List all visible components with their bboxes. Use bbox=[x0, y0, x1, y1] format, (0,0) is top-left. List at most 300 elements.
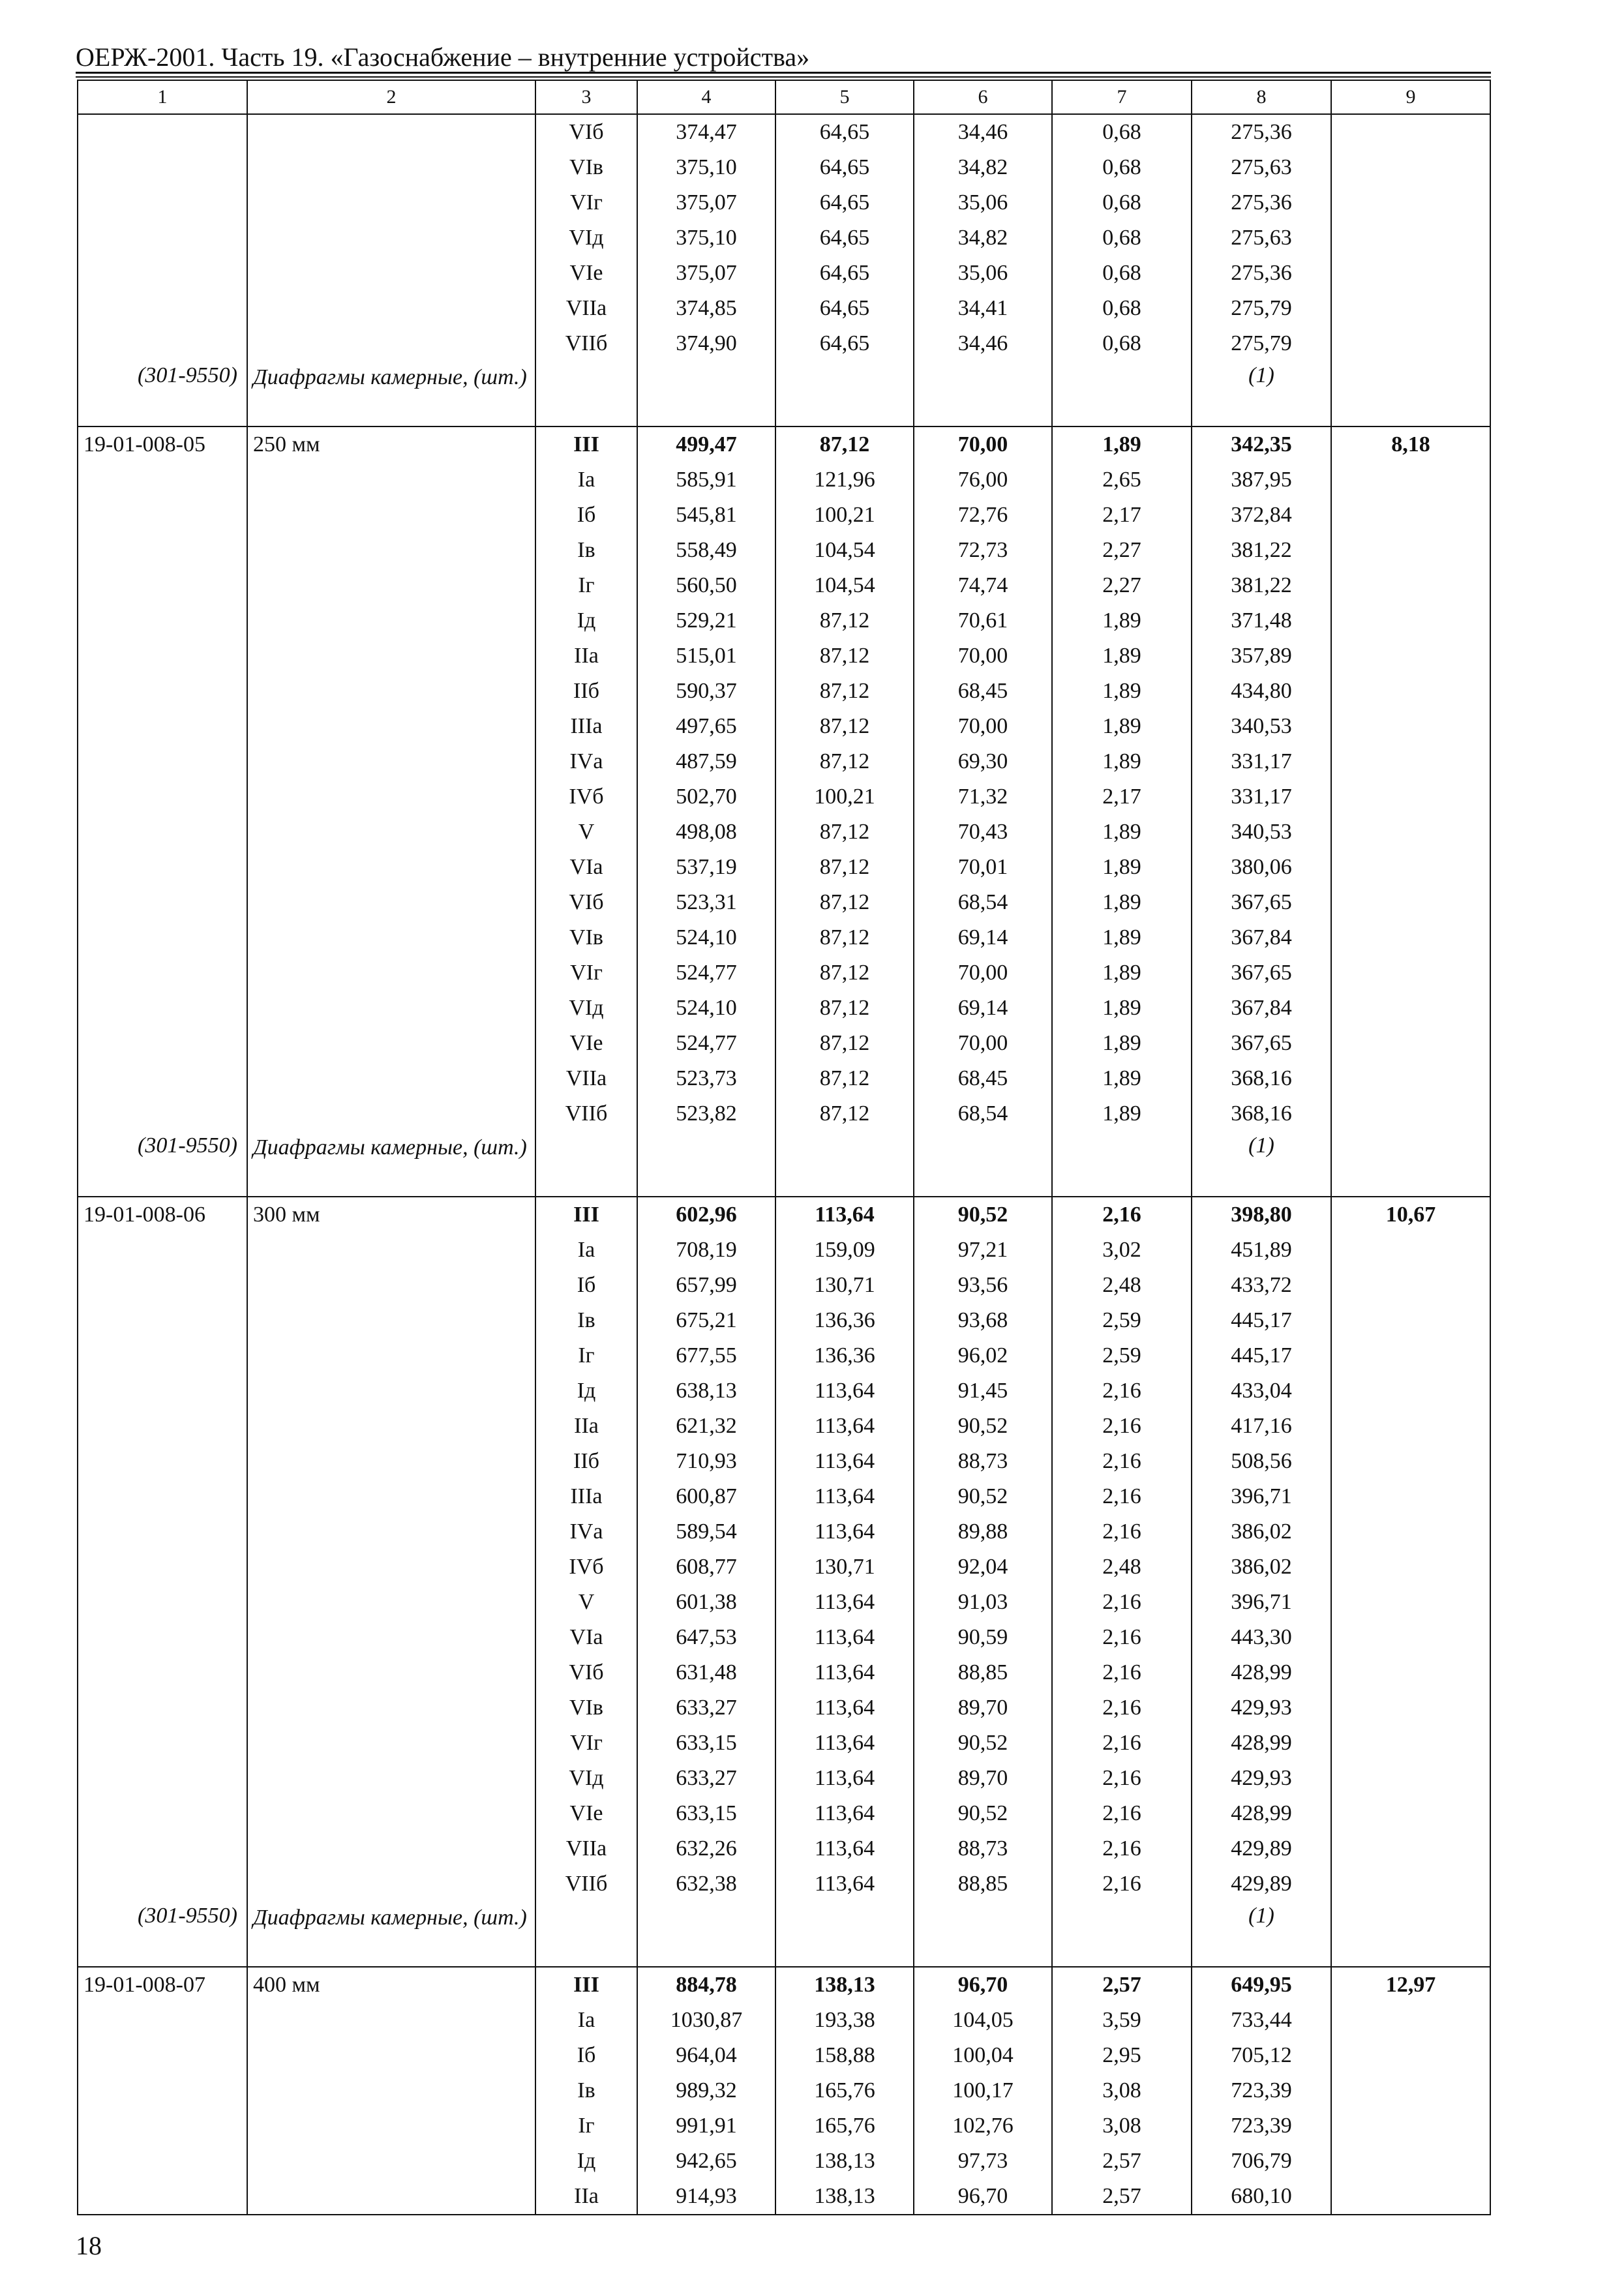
empty-cell bbox=[247, 638, 535, 674]
value-cell: 1,89 bbox=[1052, 850, 1192, 885]
value-cell: 964,04 bbox=[637, 2038, 775, 2073]
value-cell: 374,90 bbox=[637, 326, 775, 361]
value-cell: 70,43 bbox=[914, 815, 1052, 850]
empty-cell bbox=[78, 185, 247, 220]
table-row bbox=[78, 1796, 1490, 1831]
empty-cell bbox=[247, 1514, 535, 1549]
table-row bbox=[78, 1866, 1490, 1902]
resource-code: (301-9550) bbox=[78, 361, 247, 426]
zone-cell: IVа bbox=[535, 1514, 637, 1549]
value-cell: 1030,87 bbox=[637, 2003, 775, 2038]
zone-cell: VIб bbox=[535, 1655, 637, 1690]
value-cell: 498,08 bbox=[637, 815, 775, 850]
table-row bbox=[78, 1620, 1490, 1655]
value-cell: 87,12 bbox=[775, 815, 914, 850]
empty-cell bbox=[1331, 1409, 1490, 1444]
empty-cell bbox=[1331, 991, 1490, 1026]
value-cell: 433,72 bbox=[1192, 1268, 1331, 1303]
table-row bbox=[78, 1726, 1490, 1761]
value-cell: 275,36 bbox=[1192, 114, 1331, 150]
value-cell: 0,68 bbox=[1052, 220, 1192, 256]
value-cell: 113,64 bbox=[775, 1761, 914, 1796]
value-cell: 3,08 bbox=[1052, 2108, 1192, 2144]
value-cell: 497,65 bbox=[637, 709, 775, 744]
value-cell: 601,38 bbox=[637, 1585, 775, 1620]
resource-footer-row bbox=[78, 361, 1490, 426]
empty-cell bbox=[78, 533, 247, 568]
value-cell: 70,00 bbox=[914, 1026, 1052, 1061]
empty-cell bbox=[1331, 185, 1490, 220]
empty-cell bbox=[247, 1096, 535, 1131]
empty-cell bbox=[78, 568, 247, 603]
empty-cell bbox=[535, 1902, 637, 1967]
value-cell: 590,37 bbox=[637, 674, 775, 709]
zone-cell: Iг bbox=[535, 2108, 637, 2144]
empty-cell bbox=[1331, 291, 1490, 326]
empty-cell bbox=[1331, 2073, 1490, 2108]
empty-cell bbox=[78, 920, 247, 955]
empty-cell bbox=[247, 744, 535, 779]
rates-table bbox=[77, 80, 1491, 2215]
empty-cell bbox=[1331, 1338, 1490, 1373]
value-cell: 602,96 bbox=[637, 1197, 775, 1233]
empty-cell bbox=[78, 1026, 247, 1061]
value-cell: 2,16 bbox=[1052, 1514, 1192, 1549]
empty-cell bbox=[637, 1131, 775, 1197]
empty-cell bbox=[1331, 1796, 1490, 1831]
value-cell: 74,74 bbox=[914, 568, 1052, 603]
value-cell: 705,12 bbox=[1192, 2038, 1331, 2073]
empty-cell bbox=[1331, 1726, 1490, 1761]
empty-cell bbox=[247, 850, 535, 885]
zone-cell: VIа bbox=[535, 850, 637, 885]
value-cell: 2,59 bbox=[1052, 1303, 1192, 1338]
value-cell: 429,89 bbox=[1192, 1831, 1331, 1866]
empty-cell bbox=[247, 1338, 535, 1373]
value-cell: 0,68 bbox=[1052, 326, 1192, 361]
value-cell: 2,48 bbox=[1052, 1549, 1192, 1585]
empty-cell bbox=[247, 1620, 535, 1655]
value-cell: 499,47 bbox=[637, 426, 775, 462]
header-rule-thin bbox=[76, 76, 1491, 78]
empty-cell bbox=[1331, 1549, 1490, 1585]
value-cell: 524,77 bbox=[637, 955, 775, 991]
zone-cell: VIIб bbox=[535, 1866, 637, 1902]
zone-cell: Iг bbox=[535, 1338, 637, 1373]
table-row bbox=[78, 291, 1490, 326]
value-cell: 367,84 bbox=[1192, 920, 1331, 955]
value-cell: 91,45 bbox=[914, 1373, 1052, 1409]
value-cell: 87,12 bbox=[775, 850, 914, 885]
empty-cell bbox=[247, 1549, 535, 1585]
document-header-title: ОЕРЖ-2001. Часть 19. «Газоснабжение – внутренние устройства» bbox=[76, 42, 810, 72]
rate-code: 19-01-008-07 bbox=[78, 1967, 247, 2003]
value-cell: 1,89 bbox=[1052, 1061, 1192, 1096]
value-cell: 2,48 bbox=[1052, 1268, 1192, 1303]
zone-cell: Iд bbox=[535, 603, 637, 638]
value-cell: 89,70 bbox=[914, 1761, 1052, 1796]
rate-size-label: 400 мм bbox=[247, 1967, 535, 2003]
zone-cell: III bbox=[535, 1197, 637, 1233]
value-cell: 589,54 bbox=[637, 1514, 775, 1549]
empty-cell bbox=[247, 603, 535, 638]
empty-cell bbox=[1331, 1479, 1490, 1514]
empty-cell bbox=[1331, 709, 1490, 744]
empty-cell bbox=[247, 326, 535, 361]
empty-cell bbox=[78, 1796, 247, 1831]
value-cell: 386,02 bbox=[1192, 1514, 1331, 1549]
value-cell: 428,99 bbox=[1192, 1655, 1331, 1690]
table-row bbox=[78, 744, 1490, 779]
empty-cell bbox=[247, 256, 535, 291]
value-cell: 87,12 bbox=[775, 1061, 914, 1096]
empty-cell bbox=[1331, 1233, 1490, 1268]
empty-cell bbox=[1331, 2144, 1490, 2179]
col9-value: 12,97 bbox=[1331, 1967, 1490, 2003]
empty-cell bbox=[1331, 1761, 1490, 1796]
value-cell: 2,16 bbox=[1052, 1373, 1192, 1409]
table-row bbox=[78, 1373, 1490, 1409]
value-cell: 159,09 bbox=[775, 1233, 914, 1268]
empty-cell bbox=[535, 1131, 637, 1197]
value-cell: 2,16 bbox=[1052, 1796, 1192, 1831]
empty-cell bbox=[1331, 150, 1490, 185]
table-row bbox=[78, 1268, 1490, 1303]
empty-cell bbox=[78, 1409, 247, 1444]
empty-cell bbox=[247, 150, 535, 185]
value-cell: 2,65 bbox=[1052, 462, 1192, 498]
value-cell: 675,21 bbox=[637, 1303, 775, 1338]
empty-cell bbox=[247, 185, 535, 220]
zone-cell: VIг bbox=[535, 185, 637, 220]
value-cell: 428,99 bbox=[1192, 1726, 1331, 1761]
empty-cell bbox=[78, 498, 247, 533]
column-header: 4 bbox=[637, 80, 775, 114]
table-row bbox=[78, 1831, 1490, 1866]
value-cell: 64,65 bbox=[775, 326, 914, 361]
empty-cell bbox=[247, 955, 535, 991]
value-cell: 1,89 bbox=[1052, 920, 1192, 955]
value-cell: 275,63 bbox=[1192, 220, 1331, 256]
table-row bbox=[78, 326, 1490, 361]
zone-cell: Iг bbox=[535, 568, 637, 603]
value-cell: 87,12 bbox=[775, 991, 914, 1026]
empty-cell bbox=[775, 361, 914, 426]
column-header-row bbox=[78, 80, 1490, 114]
empty-cell bbox=[78, 291, 247, 326]
empty-cell bbox=[1331, 1444, 1490, 1479]
value-cell: 638,13 bbox=[637, 1373, 775, 1409]
column-header: 3 bbox=[535, 80, 637, 114]
value-cell: 90,59 bbox=[914, 1620, 1052, 1655]
zone-cell: VIв bbox=[535, 1690, 637, 1726]
value-cell: 706,79 bbox=[1192, 2144, 1331, 2179]
rate-size-label: 250 мм bbox=[247, 426, 535, 462]
value-cell: 398,80 bbox=[1192, 1197, 1331, 1233]
empty-cell bbox=[247, 1061, 535, 1096]
empty-cell bbox=[78, 1268, 247, 1303]
table-row bbox=[78, 1096, 1490, 1131]
value-cell: 96,02 bbox=[914, 1338, 1052, 1373]
empty-cell bbox=[78, 1726, 247, 1761]
table-row bbox=[78, 462, 1490, 498]
value-cell: 1,89 bbox=[1052, 955, 1192, 991]
zone-cell: IIа bbox=[535, 1409, 637, 1444]
table-row bbox=[78, 815, 1490, 850]
value-cell: 2,16 bbox=[1052, 1866, 1192, 1902]
empty-cell bbox=[1331, 1866, 1490, 1902]
empty-cell bbox=[78, 709, 247, 744]
value-cell: 429,93 bbox=[1192, 1690, 1331, 1726]
table-row bbox=[78, 2179, 1490, 2215]
column-header: 7 bbox=[1052, 80, 1192, 114]
zone-cell: Iв bbox=[535, 1303, 637, 1338]
empty-cell bbox=[1331, 1620, 1490, 1655]
value-cell: 70,00 bbox=[914, 955, 1052, 991]
value-cell: 90,52 bbox=[914, 1479, 1052, 1514]
zone-cell: IIа bbox=[535, 2179, 637, 2215]
empty-cell bbox=[1331, 815, 1490, 850]
value-cell: 2,57 bbox=[1052, 1967, 1192, 2003]
value-cell: 417,16 bbox=[1192, 1409, 1331, 1444]
value-cell: 942,65 bbox=[637, 2144, 775, 2179]
empty-cell bbox=[78, 2038, 247, 2073]
empty-cell bbox=[78, 815, 247, 850]
empty-cell bbox=[1331, 1061, 1490, 1096]
table-row bbox=[78, 1655, 1490, 1690]
value-cell: 2,16 bbox=[1052, 1620, 1192, 1655]
resource-description: Диафрагмы камерные, (шт.) bbox=[247, 1902, 535, 1967]
table-row bbox=[78, 885, 1490, 920]
value-cell: 585,91 bbox=[637, 462, 775, 498]
empty-cell bbox=[78, 1549, 247, 1585]
value-cell: 0,68 bbox=[1052, 114, 1192, 150]
value-cell: 524,10 bbox=[637, 920, 775, 955]
table-row bbox=[78, 603, 1490, 638]
table-row bbox=[78, 1761, 1490, 1796]
value-cell: 87,12 bbox=[775, 1026, 914, 1061]
column-header: 6 bbox=[914, 80, 1052, 114]
table-row bbox=[78, 1233, 1490, 1268]
value-cell: 71,32 bbox=[914, 779, 1052, 815]
value-cell: 34,46 bbox=[914, 114, 1052, 150]
empty-cell bbox=[1331, 1655, 1490, 1690]
value-cell: 1,89 bbox=[1052, 1026, 1192, 1061]
column-header: 5 bbox=[775, 80, 914, 114]
empty-cell bbox=[637, 361, 775, 426]
zone-cell: V bbox=[535, 815, 637, 850]
zone-cell: Iб bbox=[535, 498, 637, 533]
zone-cell: VIв bbox=[535, 920, 637, 955]
empty-cell bbox=[1331, 2108, 1490, 2144]
value-cell: 275,79 bbox=[1192, 291, 1331, 326]
value-cell: 100,21 bbox=[775, 498, 914, 533]
empty-cell bbox=[1052, 1131, 1192, 1197]
value-cell: 68,45 bbox=[914, 1061, 1052, 1096]
value-cell: 633,15 bbox=[637, 1726, 775, 1761]
value-cell: 70,00 bbox=[914, 638, 1052, 674]
table-row bbox=[78, 2144, 1490, 2179]
value-cell: 524,77 bbox=[637, 1026, 775, 1061]
value-cell: 2,17 bbox=[1052, 779, 1192, 815]
empty-cell bbox=[247, 114, 535, 150]
empty-cell bbox=[1331, 1373, 1490, 1409]
value-cell: 138,13 bbox=[775, 2144, 914, 2179]
table-row bbox=[78, 1690, 1490, 1726]
value-cell: 113,64 bbox=[775, 1373, 914, 1409]
zone-cell: VIв bbox=[535, 150, 637, 185]
empty-cell bbox=[78, 1690, 247, 1726]
empty-cell bbox=[78, 779, 247, 815]
value-cell: 2,16 bbox=[1052, 1761, 1192, 1796]
value-cell: 87,12 bbox=[775, 674, 914, 709]
table-row bbox=[78, 1444, 1490, 1479]
value-cell: 113,64 bbox=[775, 1726, 914, 1761]
value-cell: 87,12 bbox=[775, 603, 914, 638]
table-row bbox=[78, 426, 1490, 462]
resource-quantity: (1) bbox=[1192, 1902, 1331, 1967]
value-cell: 93,56 bbox=[914, 1268, 1052, 1303]
empty-cell bbox=[78, 1585, 247, 1620]
empty-cell bbox=[1331, 361, 1490, 426]
zone-cell: IIб bbox=[535, 674, 637, 709]
value-cell: 113,64 bbox=[775, 1479, 914, 1514]
value-cell: 621,32 bbox=[637, 1409, 775, 1444]
value-cell: 723,39 bbox=[1192, 2108, 1331, 2144]
value-cell: 97,21 bbox=[914, 1233, 1052, 1268]
value-cell: 35,06 bbox=[914, 185, 1052, 220]
value-cell: 1,89 bbox=[1052, 638, 1192, 674]
value-cell: 608,77 bbox=[637, 1549, 775, 1585]
empty-cell bbox=[1331, 885, 1490, 920]
value-cell: 87,12 bbox=[775, 744, 914, 779]
value-cell: 275,79 bbox=[1192, 326, 1331, 361]
table-row bbox=[78, 1585, 1490, 1620]
value-cell: 523,73 bbox=[637, 1061, 775, 1096]
value-cell: 515,01 bbox=[637, 638, 775, 674]
empty-cell bbox=[78, 150, 247, 185]
resource-description: Диафрагмы камерные, (шт.) bbox=[247, 1131, 535, 1197]
table-row bbox=[78, 1303, 1490, 1338]
empty-cell bbox=[1331, 533, 1490, 568]
empty-cell bbox=[78, 1620, 247, 1655]
value-cell: 130,71 bbox=[775, 1268, 914, 1303]
value-cell: 104,54 bbox=[775, 568, 914, 603]
value-cell: 138,13 bbox=[775, 1967, 914, 2003]
empty-cell bbox=[78, 638, 247, 674]
empty-cell bbox=[1331, 326, 1490, 361]
empty-cell bbox=[1331, 744, 1490, 779]
empty-cell bbox=[914, 1902, 1052, 1967]
zone-cell: VIб bbox=[535, 114, 637, 150]
empty-cell bbox=[78, 114, 247, 150]
value-cell: 374,85 bbox=[637, 291, 775, 326]
resource-code: (301-9550) bbox=[78, 1131, 247, 1197]
table-row bbox=[78, 1338, 1490, 1373]
empty-cell bbox=[1331, 114, 1490, 150]
empty-cell bbox=[1331, 955, 1490, 991]
value-cell: 649,95 bbox=[1192, 1967, 1331, 2003]
value-cell: 502,70 bbox=[637, 779, 775, 815]
value-cell: 523,82 bbox=[637, 1096, 775, 1131]
value-cell: 632,38 bbox=[637, 1866, 775, 1902]
value-cell: 130,71 bbox=[775, 1549, 914, 1585]
empty-cell bbox=[1052, 361, 1192, 426]
value-cell: 113,64 bbox=[775, 1831, 914, 1866]
table-row bbox=[78, 2108, 1490, 2144]
empty-cell bbox=[247, 2144, 535, 2179]
zone-cell: VIIб bbox=[535, 1096, 637, 1131]
value-cell: 368,16 bbox=[1192, 1096, 1331, 1131]
empty-cell bbox=[1331, 1131, 1490, 1197]
value-cell: 560,50 bbox=[637, 568, 775, 603]
empty-cell bbox=[78, 2179, 247, 2215]
value-cell: 445,17 bbox=[1192, 1303, 1331, 1338]
value-cell: 113,64 bbox=[775, 1514, 914, 1549]
empty-cell bbox=[78, 220, 247, 256]
value-cell: 357,89 bbox=[1192, 638, 1331, 674]
value-cell: 524,10 bbox=[637, 991, 775, 1026]
table-row bbox=[78, 185, 1490, 220]
zone-cell: IIIа bbox=[535, 1479, 637, 1514]
value-cell: 89,88 bbox=[914, 1514, 1052, 1549]
zone-cell: Iд bbox=[535, 2144, 637, 2179]
empty-cell bbox=[78, 462, 247, 498]
value-cell: 558,49 bbox=[637, 533, 775, 568]
value-cell: 121,96 bbox=[775, 462, 914, 498]
value-cell: 104,54 bbox=[775, 533, 914, 568]
resource-code: (301-9550) bbox=[78, 1902, 247, 1967]
value-cell: 2,59 bbox=[1052, 1338, 1192, 1373]
value-cell: 87,12 bbox=[775, 955, 914, 991]
empty-cell bbox=[247, 1444, 535, 1479]
value-cell: 34,82 bbox=[914, 220, 1052, 256]
value-cell: 87,12 bbox=[775, 426, 914, 462]
value-cell: 710,93 bbox=[637, 1444, 775, 1479]
value-cell: 70,00 bbox=[914, 426, 1052, 462]
empty-cell bbox=[247, 991, 535, 1026]
zone-cell: VIIа bbox=[535, 1061, 637, 1096]
value-cell: 275,63 bbox=[1192, 150, 1331, 185]
empty-cell bbox=[78, 2003, 247, 2038]
empty-cell bbox=[78, 885, 247, 920]
value-cell: 35,06 bbox=[914, 256, 1052, 291]
value-cell: 1,89 bbox=[1052, 426, 1192, 462]
empty-cell bbox=[775, 1131, 914, 1197]
resource-footer-row bbox=[78, 1902, 1490, 1967]
zone-cell: Iб bbox=[535, 1268, 637, 1303]
zone-cell: Iв bbox=[535, 2073, 637, 2108]
value-cell: 523,31 bbox=[637, 885, 775, 920]
value-cell: 64,65 bbox=[775, 114, 914, 150]
empty-cell bbox=[78, 991, 247, 1026]
rate-code: 19-01-008-06 bbox=[78, 1197, 247, 1233]
empty-cell bbox=[247, 1690, 535, 1726]
empty-cell bbox=[78, 1831, 247, 1866]
empty-cell bbox=[247, 1866, 535, 1902]
empty-cell bbox=[1331, 2179, 1490, 2215]
value-cell: 87,12 bbox=[775, 920, 914, 955]
value-cell: 387,95 bbox=[1192, 462, 1331, 498]
empty-cell bbox=[1331, 2003, 1490, 2038]
value-cell: 1,89 bbox=[1052, 991, 1192, 1026]
value-cell: 1,89 bbox=[1052, 603, 1192, 638]
value-cell: 68,54 bbox=[914, 1096, 1052, 1131]
value-cell: 34,82 bbox=[914, 150, 1052, 185]
table-row bbox=[78, 533, 1490, 568]
value-cell: 34,46 bbox=[914, 326, 1052, 361]
table-row bbox=[78, 1967, 1490, 2003]
